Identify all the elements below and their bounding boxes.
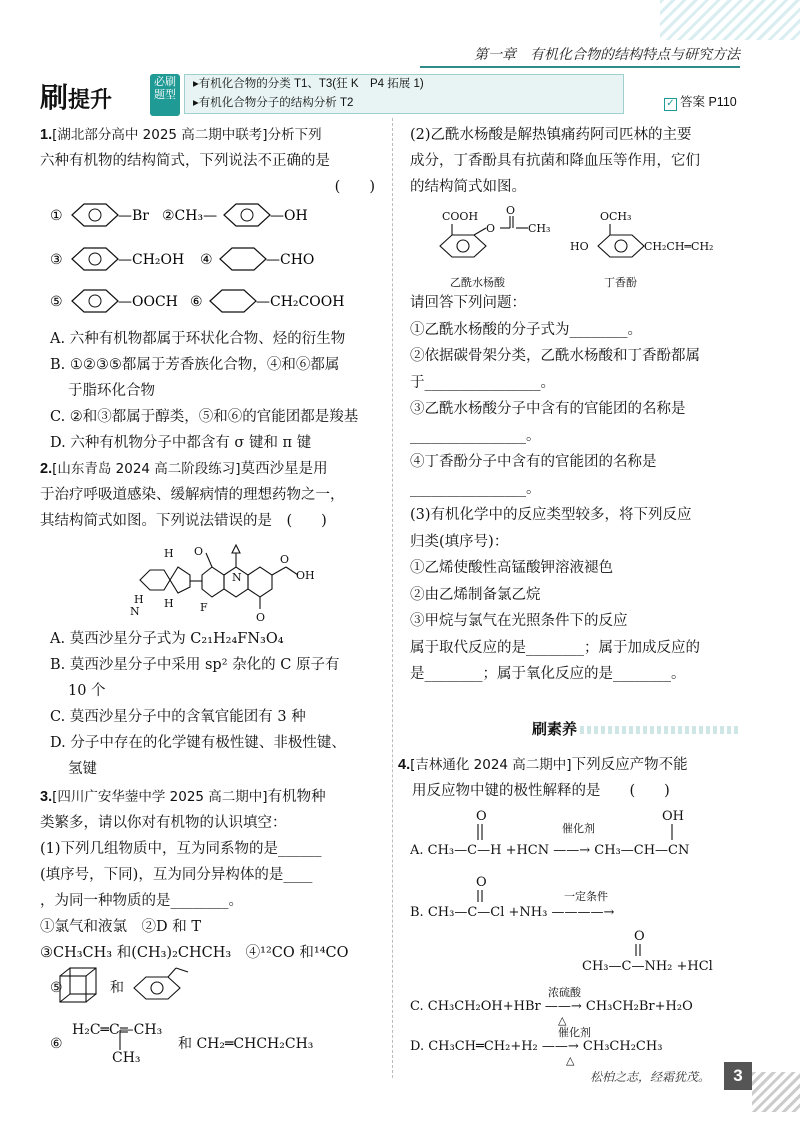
q3-part2-text: 成分，丁香酚具有抗菌和降血压等作用，它们: [410, 153, 700, 169]
q1-option-a: A. 六种有机物都属于环状化合物、烃的衍生物: [50, 331, 346, 347]
compound-3-group: —CH₂OH: [118, 252, 185, 268]
svg-text:CH₃: CH₃: [112, 1050, 141, 1066]
question-1: [40, 122, 385, 200]
compound-6-group: —CH₂COOH: [256, 294, 345, 310]
svg-text:O: O: [194, 545, 204, 558]
q1-number: 1.: [40, 127, 53, 143]
q2-option-d-cont: 氢键: [68, 761, 97, 777]
svg-text:H: H: [164, 547, 174, 560]
page-decoration: [752, 1072, 800, 1112]
svg-text:H₂C═C—CH₃: H₂C═C—CH₃: [72, 1022, 163, 1038]
q1-text: 六种有机物的结构简式，下列说法不正确的是: [40, 153, 330, 169]
q3-prompt: 请回答下列问题：: [410, 295, 526, 311]
q3-item-6: ⑥: [50, 1036, 63, 1052]
compound-5-group: —OOCH: [118, 294, 178, 310]
q3-part3: 归类(填序号)：: [410, 533, 509, 550]
section-suyang: 刷素养: [532, 721, 578, 738]
compound-1-label: ①: [50, 208, 63, 224]
page-number: 3: [724, 1062, 752, 1090]
ring-circle: [615, 240, 627, 252]
cyclohexane-ring: [210, 290, 256, 312]
compound-2-label: ②CH₃—: [162, 208, 218, 224]
q4-options: [410, 808, 755, 1066]
q4-text: 下列反应产物不能: [571, 757, 688, 773]
q4-option-b-product: CH₃—C—NH₂ +HCl: [582, 959, 713, 974]
q3-part3: (3)有机化学中的反应类型较多，将下列反应: [410, 507, 692, 523]
q2-text: 于治疗呼吸道感染、缓解病情的理想药物之一，: [40, 487, 345, 503]
must-line: ▸有机化合物分子的结构分析 T2: [193, 97, 354, 109]
q2-options: [50, 626, 390, 782]
q4-option-b: B. CH₃—C—Cl +NH₃ ————→: [410, 905, 615, 920]
cyclohexane-ring: [220, 248, 266, 270]
compound-4-group: —CHO: [266, 252, 315, 268]
must-list: [184, 74, 624, 114]
q2-source: [山东青岛 2024 高二阶段练习]: [52, 461, 241, 477]
svg-text:⑤: ⑤: [50, 980, 63, 996]
svg-text:O: O: [486, 222, 496, 235]
question-4: [398, 752, 758, 804]
q2-option-b-cont: 10 个: [68, 683, 106, 699]
svg-text:N: N: [232, 571, 242, 584]
svg-text:N: N: [130, 605, 140, 618]
q4-option-a: A. CH₃—C—H +HCN ——→ CH₃—CH—CN: [410, 843, 690, 858]
chapter-title: 第一章 有机化合物的结构特点与研究方法: [474, 46, 740, 62]
q3-sub-2-blank: 于________________。: [410, 374, 555, 391]
q4-text: 用反应物中键的极性解释的是 ( ): [412, 783, 670, 799]
q2-option-c: C. 莫西沙星分子中的含氧官能团有 3 种: [50, 709, 306, 725]
q3-structures: [50, 966, 380, 1066]
svg-text:OH: OH: [662, 809, 684, 824]
benzene-ring: [134, 977, 180, 999]
q1-structures: [50, 196, 390, 326]
moxifloxacin-structure: [120, 535, 320, 630]
benzene-ring: [440, 235, 486, 257]
q3-reaction-1: ①乙烯使酸性高锰酸钾溶液褪色: [410, 560, 613, 576]
q3-part1: (填序号，下同)，互为同分异构体的是____: [40, 867, 313, 883]
benzene-ring: [598, 235, 644, 257]
q3-sub-3: ③乙酰水杨酸分子中含有的官能团的名称是: [410, 401, 686, 417]
q2-option-d: D. 分子中存在的化学键有极性键、非极性键、: [50, 735, 346, 751]
q3-part2: [410, 122, 755, 200]
question-3: [40, 784, 385, 966]
section-bar: [580, 726, 740, 734]
compound-6-label: ⑥: [190, 294, 203, 310]
label-aspirin: 乙酰水杨酸: [450, 276, 505, 289]
answer-ref: [664, 92, 737, 111]
ring-circle: [151, 982, 163, 994]
q1-option-b: B. ①②③⑤都属于芳香族化合物，④和⑥都属: [50, 357, 340, 373]
chapter-underline: [420, 66, 740, 68]
benzene-ring: [72, 248, 118, 270]
q4-b-condition: 一定条件: [564, 890, 608, 903]
q3-part1: (1)下列几组物质中，互为同系物的是______: [40, 841, 322, 857]
q1-option-b-cont: 于脂环化合物: [68, 383, 155, 399]
column-divider: [392, 118, 393, 1078]
q4-c-heat: △: [558, 1014, 567, 1027]
q3-answer-line: 属于取代反应的是________；属于加成反应的: [410, 639, 700, 656]
q4-source: [吉林通化 2024 高二期中]: [410, 757, 572, 773]
q1-bracket: ( ): [334, 179, 375, 195]
benzene-ring: [72, 204, 118, 226]
must-line: ▸有机化合物的分类 T1、T3(狂 K P4 拓展 1): [193, 78, 424, 90]
ring-circle: [89, 209, 101, 221]
q2-option-a: A. 莫西沙星分子式为 C₂₁H₂₄FN₃O₄: [50, 631, 284, 647]
question-2: [40, 456, 385, 534]
q1-options: [50, 326, 390, 456]
q2-text: 莫西沙星是用: [240, 461, 328, 477]
q1-option-d: D. 六种有机物分子中都含有 σ 键和 π 键: [50, 435, 312, 451]
q3-reaction-2: ②由乙烯制备氯乙烷: [410, 586, 541, 603]
svg-text:O: O: [476, 875, 487, 890]
ring-circle: [241, 209, 253, 221]
footer-motto: 松柏之志，经霜犹茂。: [590, 1070, 711, 1084]
benzene-ring: [72, 290, 118, 312]
check-icon: ✓: [664, 98, 677, 111]
svg-text:COOH: COOH: [442, 210, 479, 223]
svg-text:CH₃: CH₃: [528, 222, 551, 235]
q3-pair-6: 和 CH₂═CHCH₂CH₃: [178, 1036, 314, 1052]
q3-text: 类繁多，请以你对有机物的认识填空：: [40, 815, 287, 831]
q4-option-d: D. CH₃CH═CH₂+H₂ ——→ CH₃CH₂CH₃: [410, 1039, 663, 1054]
q2-number: 2.: [40, 461, 53, 477]
compound-1-group: —Br: [118, 208, 149, 224]
q3-answer-line: 是________；属于氧化反应的是________。: [410, 666, 686, 682]
q3-pair-3-4: ③CH₃CH₃ 和(CH₃)₂CHCH₃ ④¹²CO 和¹⁴CO: [40, 945, 349, 961]
svg-text:O: O: [280, 553, 290, 566]
svg-text:O: O: [634, 929, 645, 944]
compound-4-label: ④: [200, 252, 213, 268]
brand-big: 刷: [40, 82, 69, 113]
section-brand: [40, 76, 112, 116]
q3-part2-structures: [420, 206, 750, 294]
corner-decoration: [660, 0, 800, 40]
q3-source: [四川广安华蓥中学 2025 高二期中]: [52, 789, 268, 805]
svg-text:H: H: [164, 597, 174, 610]
ring-circle: [89, 295, 101, 307]
q3-sub-4-blank: ________________。: [410, 480, 541, 497]
svg-text:CH₂CH═CH₂: CH₂CH═CH₂: [644, 240, 714, 253]
ring-circle: [89, 253, 101, 265]
q1-option-c: C. ②和③都属于醇类，⑤和⑥的官能团都是羧基: [50, 409, 359, 425]
q1-text: [湖北部分高中 2025 高二期中联考]分析下列: [52, 127, 322, 143]
compound-5-label: ⑤: [50, 294, 63, 310]
q3-number: 3.: [40, 789, 53, 805]
svg-text:F: F: [200, 601, 208, 614]
q3-sub-4: ④丁香酚分子中含有的官能团的名称是: [410, 454, 657, 470]
answer-ref-text: 答案 P110: [680, 95, 737, 109]
svg-text:H: H: [134, 593, 144, 606]
q4-number: 4.: [398, 757, 411, 773]
q4-c-catalyst: 浓硫酸: [548, 986, 581, 999]
q4-a-catalyst: 催化剂: [562, 822, 595, 835]
q3-part1: ，为同一种物质的是________。: [40, 893, 243, 909]
compound-2-group: —OH: [270, 208, 308, 224]
compound-3-label: ③: [50, 252, 63, 268]
svg-text:OH: OH: [296, 569, 315, 582]
q3-text: 有机物种: [267, 789, 326, 805]
must-label: 必刷题型: [150, 74, 180, 116]
benzene-ring: [224, 204, 270, 226]
q3-sub-1: ①乙酰水杨酸的分子式为________。: [410, 321, 642, 338]
ring-circle: [457, 240, 469, 252]
q3-part2-text: (2)乙酰水杨酸是解热镇痛药阿司匹林的主要: [410, 127, 692, 143]
q3-part2-questions: [410, 290, 755, 688]
q2-text: 其结构简式如图。下列说法错误的是 ( ): [40, 513, 327, 529]
q4-option-c: C. CH₃CH₂OH+HBr ——→ CH₃CH₂Br+H₂O: [410, 999, 693, 1014]
q3-and: 和: [110, 980, 124, 996]
svg-text:O: O: [476, 809, 487, 824]
q3-reaction-3: ③甲烷与氯气在光照条件下的反应: [410, 613, 628, 629]
q3-pair-1-2: ①氯气和液氯 ②D 和 T: [40, 919, 202, 935]
svg-text:O: O: [506, 206, 516, 217]
label-eugenol: 丁香酚: [604, 276, 637, 289]
svg-text:O: O: [256, 611, 266, 624]
brand-small: 提升: [68, 87, 113, 112]
q3-part2-text: 的结构简式如图。: [410, 179, 526, 195]
svg-text:HO: HO: [570, 240, 589, 253]
q4-d-heat: △: [566, 1054, 575, 1066]
q3-sub-2: ②依据碳骨架分类，乙酰水杨酸和丁香酚都属: [410, 348, 700, 364]
svg-text:OCH₃: OCH₃: [600, 210, 632, 223]
q2-option-b: B. 莫西沙星分子中采用 sp² 杂化的 C 原子有: [50, 657, 340, 673]
q4-d-catalyst: 催化剂: [558, 1026, 591, 1039]
q3-sub-3-blank: ________________。: [410, 427, 541, 444]
